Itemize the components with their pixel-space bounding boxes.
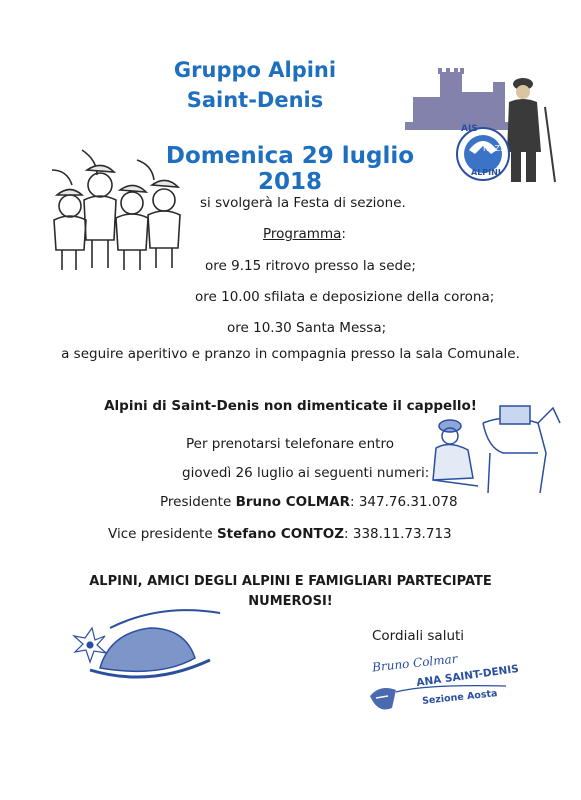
alpino-4	[148, 180, 180, 268]
contact-name: Bruno COLMAR	[235, 494, 350, 510]
mule-icon	[483, 406, 560, 493]
feather-icon	[110, 610, 220, 628]
stamp-emblem-icon	[370, 688, 396, 710]
event-date: Domenica 29 luglio 2018	[165, 143, 415, 195]
alpine-hat-illustration	[70, 598, 230, 698]
alpino-3	[116, 185, 148, 270]
castle-image	[405, 68, 515, 130]
closing-text: Cordiali saluti	[372, 628, 465, 644]
appeal-line-1: ALPINI, AMICI DEGLI ALPINI E FAMIGLIARI PARTECIPATE	[89, 574, 492, 589]
schedule-item-2: ore 10.00 sfilata e deposizione della corona;	[195, 289, 495, 305]
signature-name: Bruno Colmar	[371, 651, 459, 675]
schedule-item-4: a seguire aperitivo e pranzo in compagnia presso la sala Comunale.	[61, 346, 520, 362]
alpino-1	[54, 190, 86, 271]
soldier-icon	[433, 420, 478, 486]
programma-heading	[263, 226, 346, 242]
castle-alpino-illustration	[405, 62, 565, 192]
contact-role: Presidente	[160, 494, 236, 510]
mule-soldier-illustration	[428, 398, 563, 498]
intro-text: si svolgerà la Festa di sezione.	[200, 195, 406, 211]
stamp-line-2: Sezione Aosta	[421, 688, 498, 707]
title-line-1: Gruppo Alpini	[173, 58, 337, 82]
logo-left-text: AJS	[461, 124, 478, 134]
booking-line-2: giovedì 26 luglio ai seguenti numeri:	[182, 465, 430, 481]
alpini-group-illustration	[42, 140, 192, 275]
contact-phone: : 338.11.73.713	[344, 526, 452, 542]
programma-colon: :	[341, 226, 346, 242]
alpino-2	[84, 165, 116, 268]
schedule-item-1: ore 9.15 ritrovo presso la sede;	[205, 258, 416, 274]
contact-vice-president	[108, 526, 452, 542]
logo-bottom-text: ALPINI	[471, 168, 501, 177]
booking-line-1: Per prenotarsi telefonare entro	[186, 436, 394, 452]
edelweiss-icon	[74, 628, 106, 662]
programma-label: Programma	[263, 226, 342, 242]
contact-role: Vice presidente	[108, 526, 217, 542]
appeal-line-2: NUMEROSI!	[248, 594, 333, 609]
contact-phone: : 347.76.31.078	[350, 494, 458, 510]
alpino-figure	[507, 78, 555, 182]
stamp-line-1: ANA SAINT-DENIS	[415, 662, 520, 690]
schedule-item-3: ore 10.30 Santa Messa;	[227, 320, 387, 336]
contact-president	[160, 494, 458, 510]
hat-icon	[90, 628, 210, 677]
title-line-2: Saint-Denis	[186, 88, 324, 112]
hat-reminder: Alpini di Saint-Denis non dimenticate il cappello!	[104, 398, 477, 414]
signature-stamp	[366, 651, 536, 726]
logo-right-text: NAZ.	[483, 144, 503, 153]
contact-name: Stefano CONTOZ	[216, 526, 345, 542]
